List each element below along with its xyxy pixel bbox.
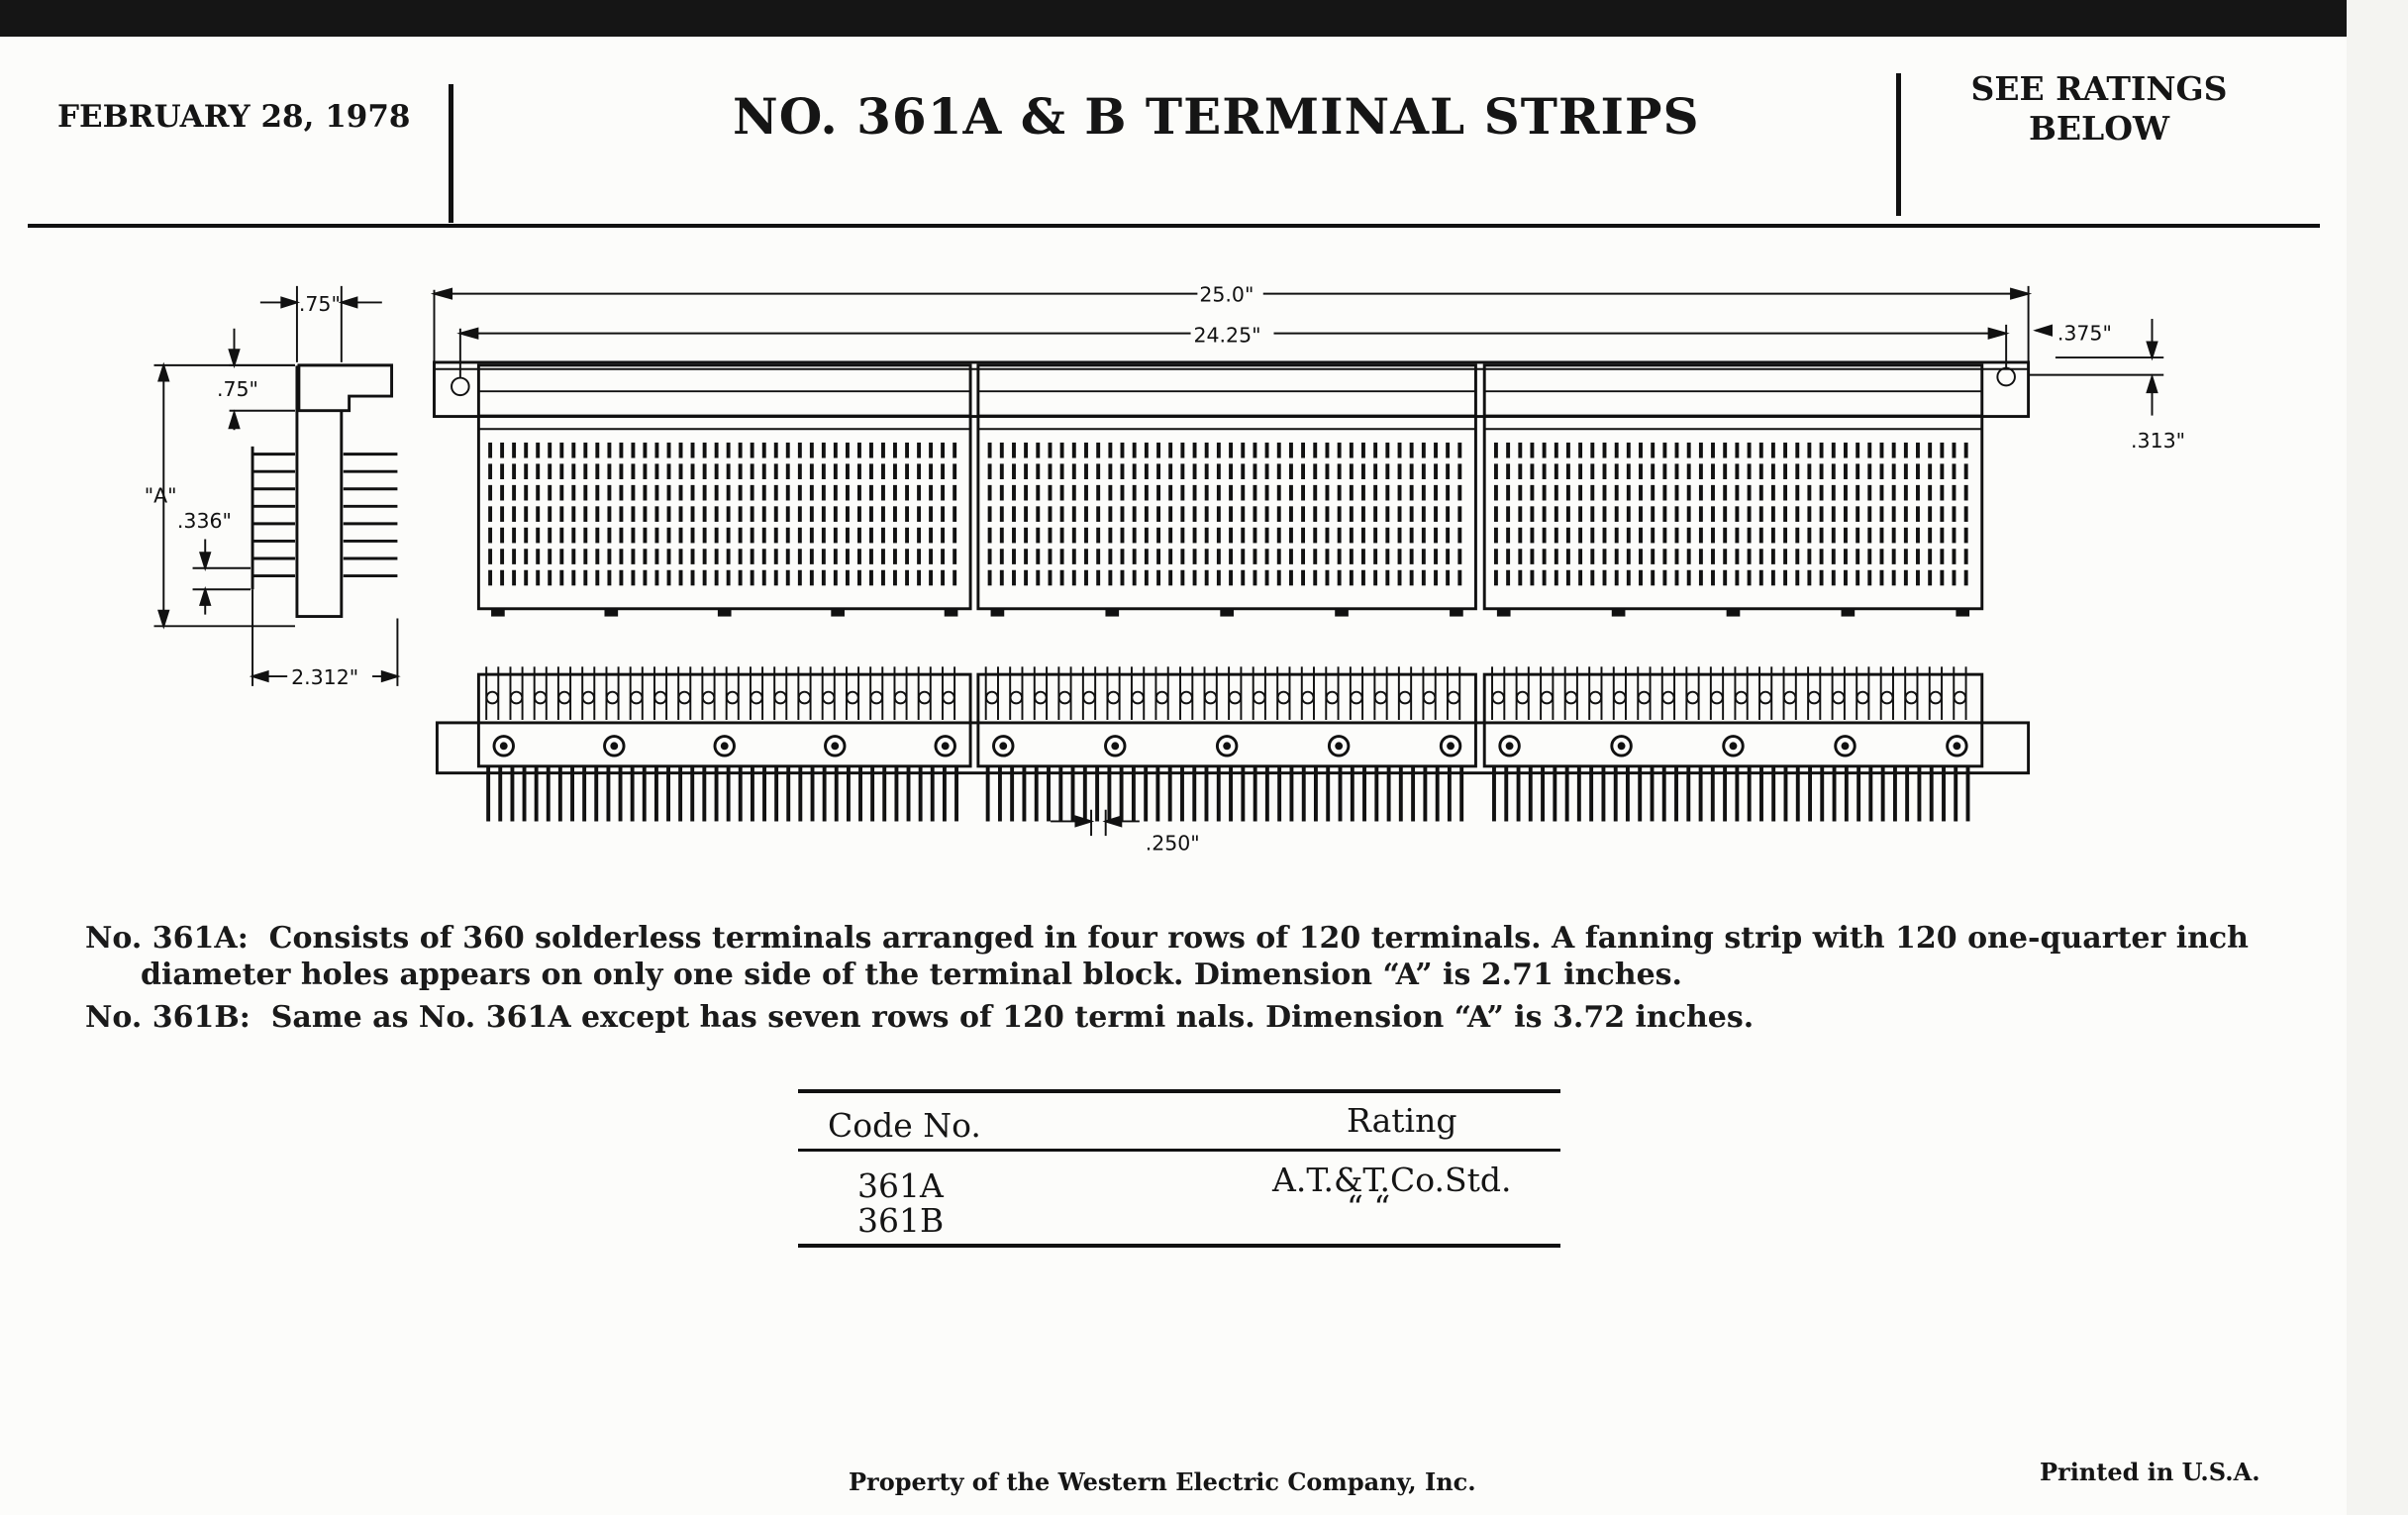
scan-right-edge — [2347, 0, 2408, 1515]
base-depth-label: 2.312" — [291, 664, 359, 689]
table-header-code: Code No. — [828, 1106, 981, 1145]
bottom-block — [978, 666, 1476, 821]
table-row-rating: “ “ — [1347, 1188, 1391, 1227]
side-view — [252, 365, 397, 617]
footer-printed: Printed in U.S.A. — [2040, 1458, 2260, 1486]
footer-owner: Property of the Western Electric Company, Inc. — [849, 1467, 1476, 1496]
label-361b: No. 361B: — [85, 1000, 251, 1035]
row-spacing-label: .336" — [176, 508, 232, 533]
table-row-code: 361A — [857, 1166, 944, 1205]
overall-length-label: 25.0" — [1199, 282, 1254, 307]
description-361b — [85, 1000, 1754, 1035]
table-top-rule — [798, 1089, 1560, 1093]
side-tab-label: .75" — [216, 377, 258, 402]
front-block — [978, 365, 1476, 617]
text-361b: Same as No. 361A except has seven rows of 120 termi nals. Dimension “A” is 3.72 inches. — [270, 1000, 1755, 1035]
bottom-block — [478, 666, 970, 821]
side-width-label: .75" — [298, 292, 341, 317]
front-block — [478, 365, 970, 617]
hole-offset-label: .375" — [2057, 321, 2112, 346]
description-361a-cont: diameter holes appears on only one side of the terminal block. Dimension “A” is 2.71 inches. — [141, 958, 1682, 992]
terminal-pitch-label: .250" — [1145, 831, 1200, 856]
text-361a-line1: Consists of 360 solderless terminals arranged in four rows of 120 terminals. A fanning strip with 120 one-quarter inch — [268, 921, 2249, 956]
hole-spacing-label: 24.25" — [1193, 323, 1261, 348]
front-block — [1484, 365, 1982, 617]
ratings-note: SEE RATINGS BELOW — [1970, 69, 2228, 148]
label-361a: No. 361A: — [85, 921, 249, 956]
dimension-a-label: "A" — [144, 483, 177, 508]
document-date: FEBRUARY 28, 1978 — [57, 99, 411, 135]
bottom-block — [1484, 666, 1982, 821]
table-row-rating: A.T.&T.Co.Std. — [1272, 1161, 1512, 1199]
document-title: NO. 361A & B TERMINAL STRIPS — [733, 87, 1700, 146]
description-361a — [85, 921, 2249, 956]
hole-drop-label: .313" — [2131, 428, 2186, 453]
table-header-rule — [798, 1149, 1560, 1152]
table-bottom-rule — [798, 1244, 1560, 1248]
front-view — [435, 362, 2029, 617]
table-row-code: 361B — [857, 1201, 945, 1240]
bottom-view — [437, 666, 2028, 821]
table-header-rating: Rating — [1347, 1101, 1457, 1140]
